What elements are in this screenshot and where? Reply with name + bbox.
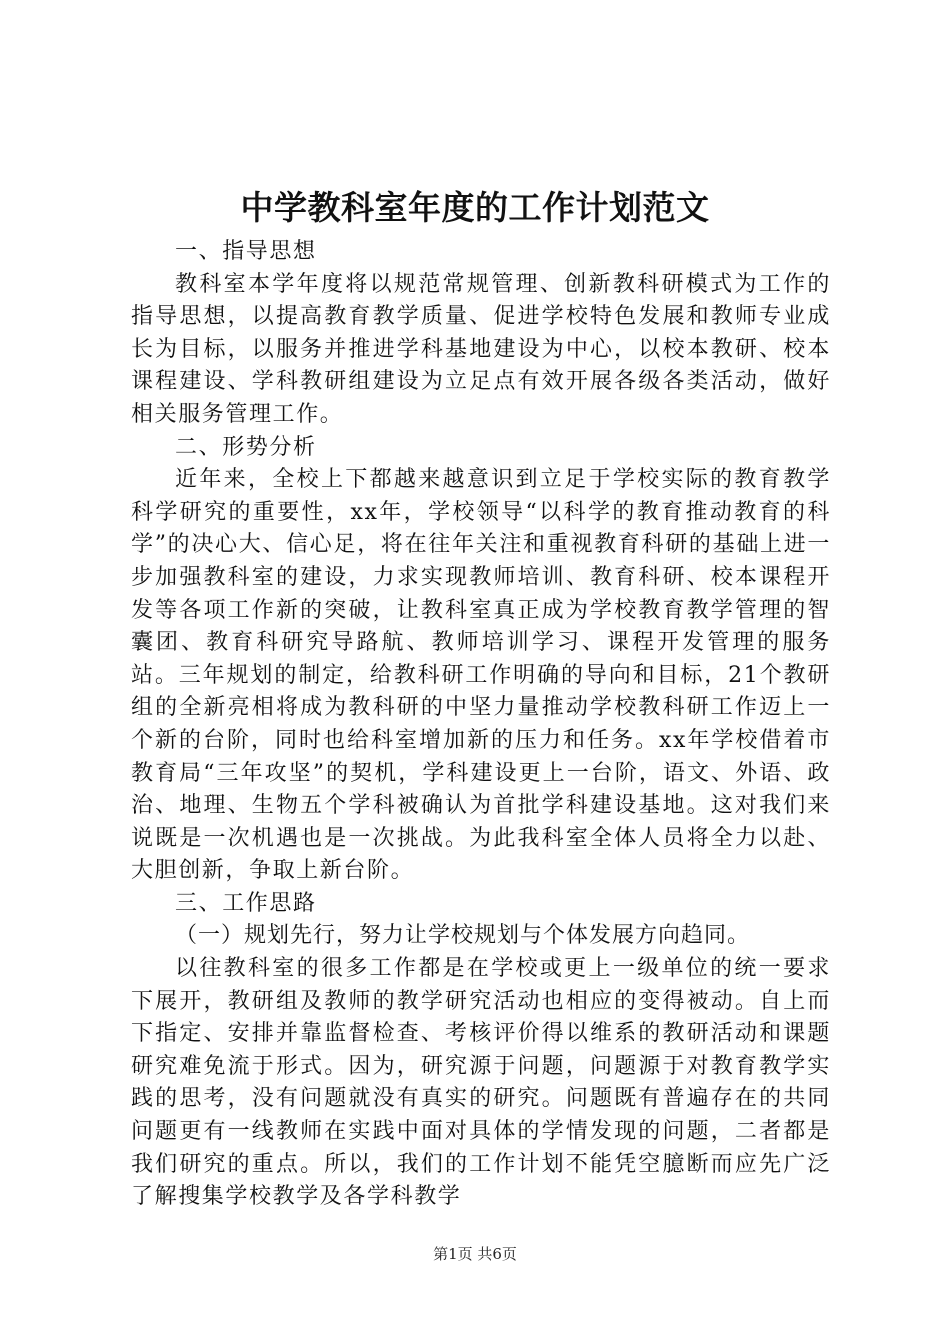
document-title: 中学教科室年度的工作计划范文 — [240, 188, 710, 227]
document-body — [131, 236, 831, 1214]
section-subheading: （一）规划先行，努力让学校规划与个体发展方向趋同。 — [175, 923, 751, 949]
section-heading: 三、工作思路 — [175, 890, 317, 916]
body-paragraph: 教科室本学年度将以规范常规管理、创新教科研模式为工作的指导思想，以提高教育教学质量、促进学校特色发展和教师专业成长为目标，以服务并推进学科基地建设为中心，以校本教研、校本课程建设、学科教研组建设为立足点有效开展各级各类活动，做好相关服务管理工作。 — [131, 271, 831, 427]
page-number: 第1页 共6页 — [433, 1245, 517, 1263]
body-paragraph: 近年来，全校上下都越来越意识到立足于学校实际的教育教学科学研究的重要性，xx年，学校领导“以科学的教育推动教育的科学”的决心大、信心足，将在往年关注和重视教育科研的基础上进一步加强教科室的建设，力求实现教师培训、教育科研、校本课程开发等各项工作新的突破，让教科室真正成为学校教育教学管理的智囊团、教育科研究导路航、教师培训学习、课程开发管理的服务站。三年规划的制定，给教科研工作明确的导向和目标，21个教研组的全新亮相将成为教科研的中坚力量推动学校教科研工作迈上一个新的台阶，同时也给科室增加新的压力和任务。xx年学校借着市教育局“三年攻坚”的契机，学科建设更上一台阶，语文、外语、政治、地理、生物五个学科被确认为首批学科建设基地。这对我们来说既是一次机遇也是一次挑战。为此我科室全体人员将全力以赴、大胆创新，争取上新台阶。 — [131, 467, 831, 884]
section-heading: 一、指导思想 — [175, 239, 317, 264]
section-heading: 二、形势分析 — [175, 434, 317, 460]
body-paragraph: 以往教科室的很多工作都是在学校或更上一级单位的统一要求下展开，教研组及教师的教学研究活动也相应的变得被动。自上而下指定、安排并靠监督检查、考核评价得以维系的教研活动和课题研究难免流于形式。因为，研究源于问题，问题源于对教育教学实践的思考，没有问题就没有真实的研究。问题既有普遍存在的共同问题更有一线教师在实践中面对具体的学情发现的问题，二者都是我们研究的重点。所以，我们的工作计划不能凭空臆断而应先广泛了解搜集学校教学及各学科教学 — [131, 956, 831, 1210]
